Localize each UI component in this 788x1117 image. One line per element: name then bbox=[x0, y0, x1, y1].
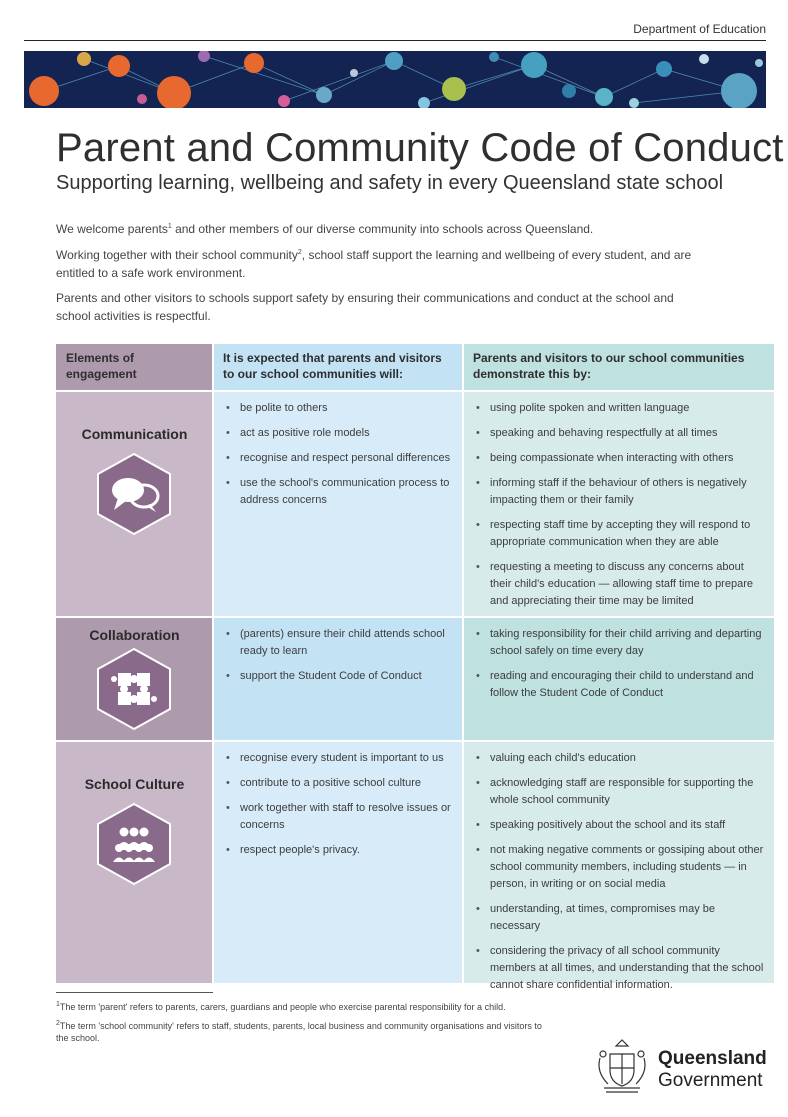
intro-text: We welcome parents bbox=[56, 222, 168, 236]
puzzle-icon bbox=[94, 647, 174, 731]
list-item: • be polite to others bbox=[224, 400, 454, 417]
intro-text: and other members of our diverse community into schools across Queensland. bbox=[171, 222, 594, 236]
queensland-coat-of-arms-icon bbox=[592, 1036, 652, 1096]
column-header: It is expected that parents and visitors to our school communities will: bbox=[223, 351, 442, 381]
footnote-ref: 1 bbox=[167, 223, 172, 230]
list-item: • reading and encouraging their child to understand and follow the Student Code of Conduct bbox=[474, 668, 766, 702]
footnote-number: 2 bbox=[56, 1020, 60, 1027]
queensland-government-logo bbox=[592, 1036, 768, 1096]
list-item: • recognise every student is important to us bbox=[224, 750, 454, 767]
element-title-collaboration: Collaboration bbox=[89, 627, 180, 643]
intro-paragraph-2 bbox=[56, 244, 696, 282]
header-rule bbox=[24, 40, 766, 41]
list-item: • support the Student Code of Conduct bbox=[224, 668, 454, 685]
expected-list-communication bbox=[224, 400, 454, 517]
list-item: • using polite spoken and written language bbox=[474, 400, 766, 417]
page-title: Parent and Community Code of Conduct bbox=[56, 126, 784, 170]
logo-sub: Government bbox=[658, 1070, 763, 1091]
intro-text: , school staff support the learning and wellbeing of every student, and are entitled to a safe work environment. bbox=[56, 248, 692, 280]
header-banner bbox=[24, 51, 766, 108]
list-item: • work together with staff to resolve issues or concerns bbox=[224, 800, 454, 834]
list-item: • speaking and behaving respectfully at all times bbox=[474, 425, 766, 442]
row-divider bbox=[56, 740, 774, 742]
list-item: • respecting staff time by accepting they will respond to appropriate communication when they are able bbox=[474, 517, 766, 551]
logo-name: Queensland bbox=[658, 1048, 767, 1069]
network-pattern bbox=[24, 51, 766, 108]
list-item: • requesting a meeting to discuss any concerns about their child's education — allowing staff time to prepare and appreciating their time may be limited bbox=[474, 559, 766, 610]
expected-list-culture bbox=[224, 750, 454, 867]
footnote-number: 1 bbox=[56, 1001, 60, 1008]
group-icon bbox=[94, 802, 174, 886]
page-subtitle: Supporting learning, wellbeing and safety in every Queensland state school bbox=[56, 172, 724, 194]
footnote-1 bbox=[56, 999, 556, 1013]
intro-text: Working together with their school community bbox=[56, 248, 298, 262]
list-item: • taking responsibility for their child arriving and departing school safely on time every day bbox=[474, 626, 766, 660]
list-item: • respect people's privacy. bbox=[224, 842, 454, 859]
list-item: • not making negative comments or gossiping about other school community members, including students — in person, in writing or on social media bbox=[474, 842, 766, 893]
footnote-2 bbox=[56, 1018, 556, 1044]
engagement-table bbox=[56, 344, 774, 991]
list-item: • understanding, at times, compromises may be necessary bbox=[474, 901, 766, 935]
demonstrate-list-collaboration bbox=[474, 626, 766, 710]
list-item: • contribute to a positive school culture bbox=[224, 775, 454, 792]
expected-list-collaboration bbox=[224, 626, 454, 693]
row-divider bbox=[56, 390, 774, 392]
list-item: • act as positive role models bbox=[224, 425, 454, 442]
column-header: Parents and visitors to our school communities demonstrate this by: bbox=[473, 351, 745, 381]
column-divider bbox=[462, 344, 464, 983]
footnote-text: The term 'school community' refers to staff, students, parents, local business and community organisations and visitors to the school. bbox=[56, 1021, 542, 1043]
list-item: • informing staff if the behaviour of others is negatively impacting them or their family bbox=[474, 475, 766, 509]
list-item: • use the school's communication process to address concerns bbox=[224, 475, 454, 509]
list-item: • acknowledging staff are responsible for supporting the whole school community bbox=[474, 775, 766, 809]
column-header: Elements of engagement bbox=[66, 351, 137, 381]
list-item: • being compassionate when interacting with others bbox=[474, 450, 766, 467]
element-title-culture: School Culture bbox=[84, 776, 185, 792]
list-item: • considering the privacy of all school community members at all times, and understanding that the school cannot share confidential information. bbox=[474, 943, 766, 994]
list-item: • valuing each child's education bbox=[474, 750, 766, 767]
element-title-communication: Communication bbox=[81, 426, 188, 442]
intro-paragraph-3: Parents and other visitors to schools support safety by ensuring their communications and conduct at the school and school activities is respectful. bbox=[56, 291, 674, 323]
list-item: • recognise and respect personal differences bbox=[224, 450, 454, 467]
department-label: Department of Education bbox=[633, 22, 766, 36]
intro-paragraph-1 bbox=[56, 218, 696, 238]
list-item: • speaking positively about the school and its staff bbox=[474, 817, 766, 834]
footnote-rule bbox=[56, 992, 213, 993]
demonstrate-list-culture bbox=[474, 750, 766, 1002]
speech-bubbles-icon bbox=[94, 452, 174, 536]
footnote-ref: 2 bbox=[297, 249, 302, 256]
footnote-text: The term 'parent' refers to parents, carers, guardians and people who exercise parental responsibility for a child. bbox=[59, 1002, 506, 1012]
demonstrate-list-communication bbox=[474, 400, 766, 618]
list-item: • (parents) ensure their child attends school ready to learn bbox=[224, 626, 454, 660]
